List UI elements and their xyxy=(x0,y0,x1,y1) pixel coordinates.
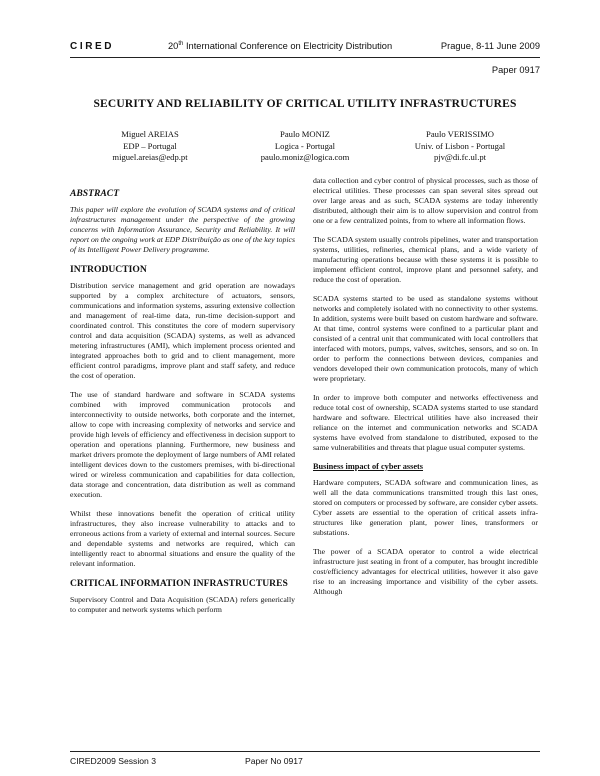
body-paragraph-4: In order to improve both computer and networks effectiveness and reduce total cost of ownership, SCADA systems started to use standard hardware and software. Electrical utilities have also increased their reliance on the internet and communication networks and SCADA systems have evolved from standalone to distributed, exposed to the same vulnerabilities and threats that plague usual computer systems. xyxy=(313,393,538,452)
author-name: Paulo MONIZ xyxy=(280,129,330,139)
right-column xyxy=(313,176,538,606)
abstract-text: This paper will explore the evolution of SCADA systems and of critical infrastructures management under the perspective of the growing concerns with Information Assurance, Security and Reliability. It will report on the ongoing work at EDP Distribuição as one of the key topics of its Intelligent Power Delivery programme. xyxy=(70,205,295,254)
conference-ordinal: 20 xyxy=(168,41,179,52)
cii-heading: CRITICAL INFORMATION INFRASTRUCTURES xyxy=(70,578,288,589)
author-email[interactable]: miguel.areias@edp.pt xyxy=(112,152,188,162)
author-email[interactable]: pjv@di.fc.ul.pt xyxy=(433,152,487,162)
cii-paragraph-1: Supervisory Control and Data Acquisition (SCADA) refers generically to computer and network systems which perform xyxy=(70,595,295,614)
conference-title: International Conference on Electricity Distribution xyxy=(183,41,393,52)
author-org: Univ. of Lisbon - Portugal xyxy=(414,140,506,151)
cired-logo: CIRED xyxy=(70,41,115,52)
author-email[interactable]: paulo.moniz@logica.com xyxy=(260,152,350,162)
intro-paragraph-1: Distribution service management and grid operation are nowadays supported by a complex architecture of actuators, sensors, communications and information systems, assuring extensive collection and management of real-time data, run-time decision-support and coordinated control. This constitutes the core of modern supervisory control and data acquisition (SCADA) systems, as well as advanced metering infrastructures (AMI), which implement process oriented and integrated approaches both to grid and to client management, more efficient control paradigms, improve plant and staff safety, and reduce the cost of operation. xyxy=(70,281,295,380)
footer-paper-number: Paper No 0917 xyxy=(245,756,303,766)
introduction-heading: INTRODUCTION xyxy=(70,264,147,275)
author-3 xyxy=(380,129,540,164)
conference-ordinal-suffix: th xyxy=(178,41,184,47)
paper-number: Paper 0917 xyxy=(491,65,540,75)
business-impact-heading: Business impact of cyber assets xyxy=(313,462,424,471)
author-1 xyxy=(70,129,230,164)
body-paragraph-2: The SCADA system usually controls pipelines, water and transportation systems, utilities, refineries, chemical plans, and a wide variety of manufacturing operations because with these systems it is possible to implement efficient control, improve plant and personnel safety, and reduce the cost of operation. xyxy=(313,235,538,284)
author-2 xyxy=(225,129,385,164)
page-footer xyxy=(70,756,540,768)
intro-paragraph-2: The use of standard hardware and software in SCADA systems combined with improved communication protocols and interconnectivity to outside networks, both corporate and the internet, allow to cope with increasing complexity of networks and service and provide high levels of efficiency and effectiveness in decision support to operation and operations planning. Furthermore, new business and market drivers promote the deployment of large numbers of AMI related intelligent devices down to the customers premises, with bi-directional wired or wireless communication and capabilities for data collection, data storage and concentration, data distribution as well as command execution. xyxy=(70,390,295,499)
footer-session: CIRED2009 Session 3 xyxy=(70,756,156,766)
body-paragraph-5: Hardware computers, SCADA software and communication lines, as well all the data communications transmitted trough this last ones, stored on computers or processed by software, are consider cyber assets. Cyber assets are essential to the operation of critical assets infra-structures like generation plant, power lines, transformers or substations. xyxy=(313,478,538,537)
conference-name xyxy=(168,41,392,51)
author-org: EDP – Portugal xyxy=(123,140,177,151)
author-name: Miguel AREIAS xyxy=(121,129,179,139)
paper-title: SECURITY AND RELIABILITY OF CRITICAL UTILITY INFRASTRUCTURES xyxy=(93,98,517,110)
body-paragraph-1: data collection and cyber control of physical processes, such as those of electrical utilities. These processes can span several sites spread out over large areas and as such, SCADA systems are today inherently distributed, although their aim is to allow supervision and control from one or a few centralized points, from to where all information flows. xyxy=(313,176,538,225)
author-org: Logica - Portugal xyxy=(274,140,336,151)
left-column xyxy=(70,186,295,624)
footer-rule xyxy=(70,751,540,752)
location-date: Prague, 8-11 June 2009 xyxy=(440,41,540,51)
body-paragraph-6: The power of a SCADA operator to control a wide electrical infrastructure just seating in front of a computer, has brought incredible cost/efficiency advantages for electrical utilities, however it also gave rise to an increasing importance and visibility of the cyber assets. Although xyxy=(313,547,538,596)
page-header xyxy=(70,41,540,55)
header-rule xyxy=(70,57,540,58)
abstract-heading: ABSTRACT xyxy=(70,188,120,199)
author-name: Paulo VERISSIMO xyxy=(426,129,494,139)
body-paragraph-3: SCADA systems started to be used as standalone systems without networks and completely isolated with no connectivity to other systems. In addition, systems were built based on custom hardware and software. At that time, control systems were confined to a particular plant and consisted of a central unit that communicated with local controllers that interfaced with motors, pumps, valves, switches, sensors, and so on. In order to perform the connections between devices, companies and vendors developed their own communication protocols, many of which were proprietary. xyxy=(313,294,538,383)
intro-paragraph-3: Whilst these innovations benefit the operation of critical utility infrastructures, they also increase vulnerability to attacks and to erroneous actions from a variety of external and internal sources. Secure and dependable systems and networks are required, which can intelligently react to abnormal situations and ensure the quality of the relevant information. xyxy=(70,509,295,568)
